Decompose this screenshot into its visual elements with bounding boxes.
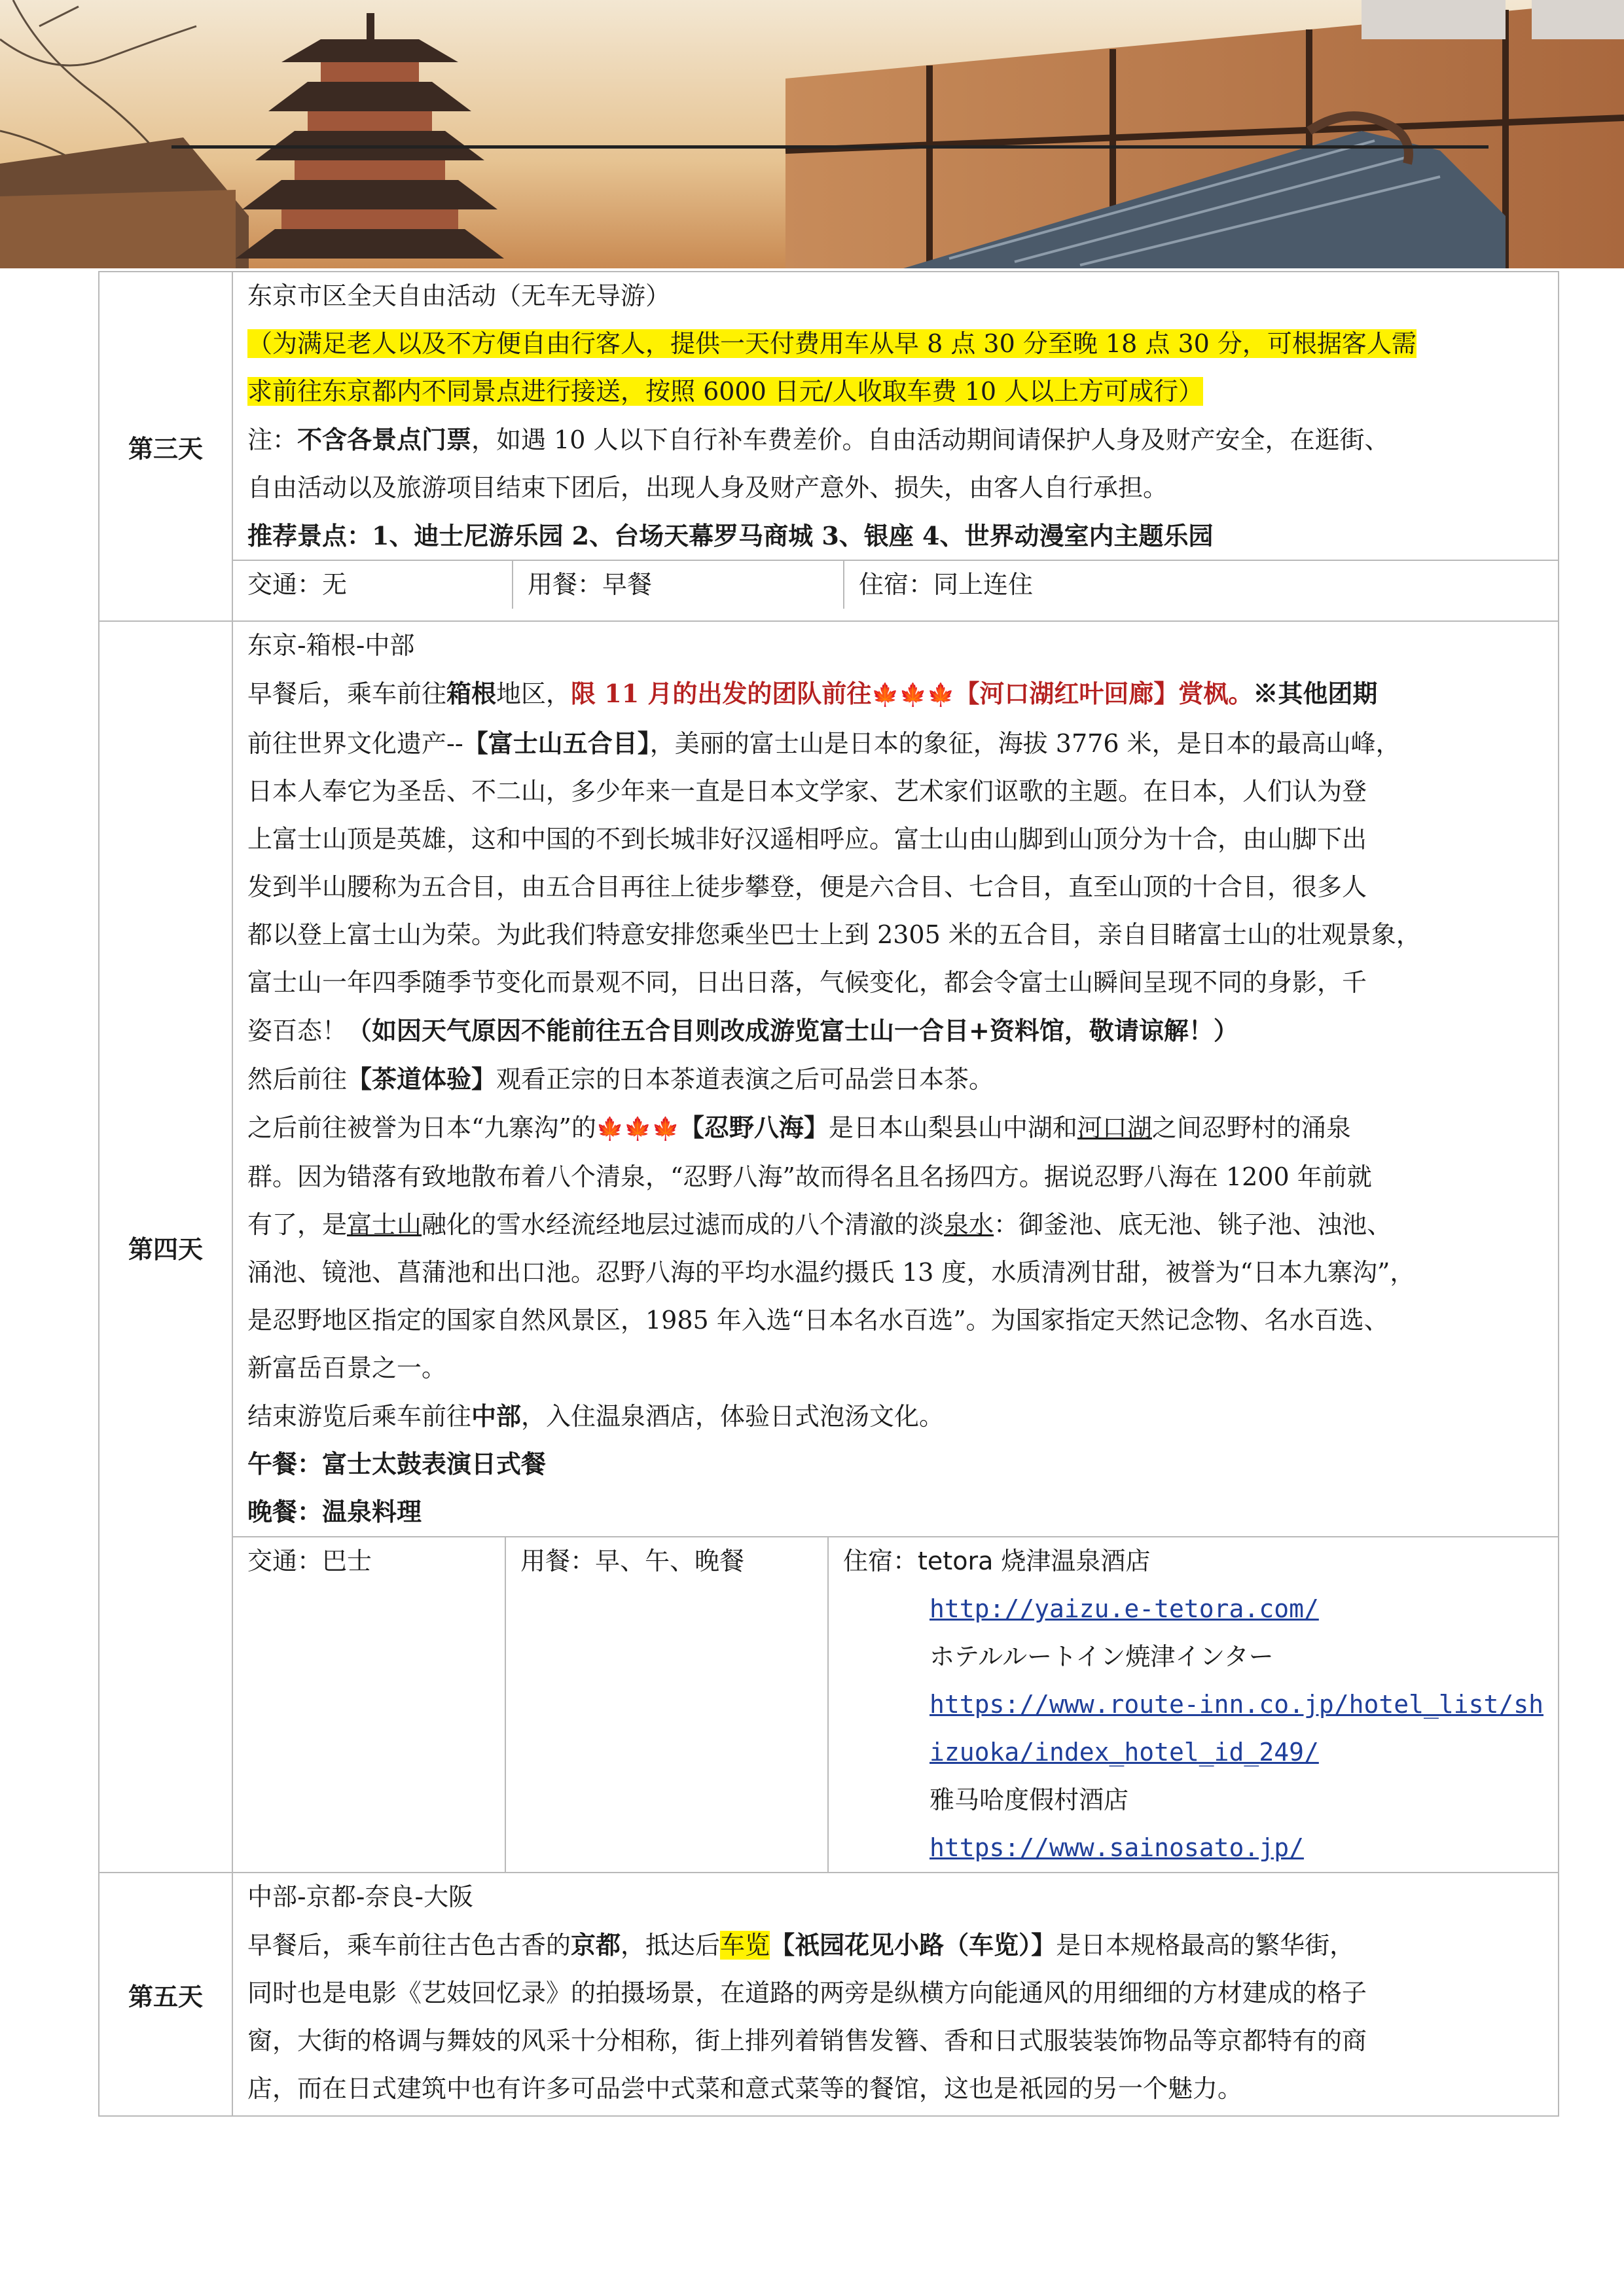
hotel-list bbox=[829, 1537, 1558, 1872]
maple-leaf-icon: 🍁🍁🍁 bbox=[871, 682, 955, 708]
transfer-line: 结束游览后乘车前往中部，入住温泉酒店，体验日式泡汤文化。 bbox=[247, 1401, 945, 1431]
paragraph-line: 窗，大街的格调与舞妓的风采十分相称，街上排列着销售发簪、香和日式服装装饰物品等京都特有的商 bbox=[247, 2026, 1367, 2055]
header-divider bbox=[171, 145, 1489, 149]
maple-leaf-icon: 🍁🍁🍁 bbox=[596, 1116, 679, 1142]
meals: 用餐：早餐 bbox=[513, 561, 844, 609]
transport: 交通：巴士 bbox=[233, 1537, 506, 1872]
hotel-label: 住宿： bbox=[843, 1547, 918, 1575]
hotel: 住宿：同上连住 bbox=[859, 570, 1034, 599]
day-label: 第五天 bbox=[99, 1873, 232, 2116]
oshino-line: 有了，是富士山融化的雪水经流经地层过滤而成的八个清澈的淡泉水：御釜池、底无池、铫子池、浊池、 bbox=[247, 1210, 1392, 1239]
paragraph-line: 富士山一年四季随季节变化而景观不同，日出日落，气候变化，都会令富士山瞬间呈现不同的身影，千 bbox=[247, 968, 1367, 997]
paragraph-line: 发到半山腰称为五合目，由五合目再往上徒步攀登，便是六合目、七合目，直至山顶的十合目，很多人 bbox=[247, 872, 1367, 901]
day-label: 第四天 bbox=[99, 621, 232, 1873]
oshino-line: 新富岳百景之一。 bbox=[247, 1354, 447, 1382]
car-service-note-cont: 求前往东京都内不同景点进行接送，按照 6000 日元/人收取车费 10 人以上方可成行） bbox=[247, 377, 1204, 406]
paragraph-line: 姿百态！（如因天气原因不能前往五合目则改成游览富士山一合目+资料馆，敬请谅解！） bbox=[247, 1016, 1238, 1045]
hotel-name: tetora 烧津温泉酒店 bbox=[918, 1547, 1151, 1575]
paragraph-line: 店，而在日式建筑中也有许多可品尝中式菜和意式菜等的餐馆，这也是祇园的另一个魅力。 bbox=[247, 2074, 1243, 2103]
oshino-line: 群。因为错落有致地散布着八个清泉，“忍野八海”故而得名且名扬四方。据说忍野八海在 1200 年前就 bbox=[247, 1162, 1372, 1191]
day3-content bbox=[232, 272, 1559, 621]
hotel-name: ホテルルートイン焼津インター bbox=[929, 1642, 1274, 1671]
paragraph-line: 日本人奉它为圣岳、不二山，多少年来一直是日本文学家、艺术家们讴歌的主题。在日本，人们认为登 bbox=[247, 777, 1367, 806]
day5-row bbox=[99, 1873, 1559, 2116]
tea-ceremony-line: 然后前往【茶道体验】观看正宗的日本茶道表演之后可品尝日本茶。 bbox=[247, 1064, 994, 1094]
hotel-link[interactable]: https://www.route-inn.co.jp/hotel_list/sh bbox=[929, 1690, 1543, 1719]
lunch: 午餐：富士太鼓表演日式餐 bbox=[247, 1450, 547, 1479]
day4-logistics bbox=[233, 1536, 1558, 1872]
paragraph-line: 都以登上富士山为荣。为此我们特意安排您乘坐巴士上到 2305 米的五合目，亲自目睹富士山的壮观景象， bbox=[247, 920, 1421, 949]
notice-cont: 自由活动以及旅游项目结束下团后，出现人身及财产意外、损失，由客人自行承担。 bbox=[247, 473, 1168, 502]
oshino-line: 之后前往被誉为日本“九寨沟”的🍁🍁🍁【忍野八海】是日本山梨县山中湖和河口湖之间忍野村的涌泉 bbox=[247, 1103, 1543, 1153]
day4-row bbox=[99, 621, 1559, 1873]
notice: 注：不含各景点门票，如遇 10 人以下自行补车费差价。自由活动期间请保护人身及财产安全，在逛街、 bbox=[247, 425, 1390, 454]
paragraph-line: 早餐后，乘车前往箱根地区，限 11 月的出发的团队前往🍁🍁🍁【河口湖红叶回廊】赏枫。※其他团期 bbox=[247, 670, 1543, 719]
hotel-link-cont[interactable]: izuoka/index_hotel_id_249/ bbox=[929, 1738, 1319, 1767]
day-title: 中部-京都-奈良-大阪 bbox=[247, 1882, 474, 1911]
transport: 交通：无 bbox=[233, 561, 513, 609]
day-title: 东京市区全天自由活动（无车无导游） bbox=[247, 281, 671, 310]
meals: 用餐：早、午、晚餐 bbox=[506, 1537, 829, 1872]
day3-row bbox=[99, 272, 1559, 621]
dinner: 晚餐：温泉料理 bbox=[247, 1498, 422, 1526]
day-title: 东京-箱根-中部 bbox=[247, 631, 415, 660]
paragraph-line: 前往世界文化遗产--【富士山五合目】，美丽的富士山是日本的象征，海拔 3776 米，是日本的最高山峰， bbox=[247, 728, 1401, 758]
hotel-link[interactable]: https://www.sainosato.jp/ bbox=[929, 1833, 1304, 1862]
car-service-note: （为满足老人以及不方便自由行客人，提供一天付费用车从早 8 点 30 分至晚 18 点 30 分，可根据客人需 bbox=[247, 329, 1416, 358]
recommended-spots: 推荐景点：1、迪士尼游乐园 2、台场天幕罗马商城 3、银座 4、世界动漫室内主题乐园 bbox=[247, 521, 1214, 550]
paragraph-line: 上富士山顶是英雄，这和中国的不到长城非好汉遥相呼应。富士山由山脚到山顶分为十合，由山脚下出 bbox=[247, 825, 1367, 853]
oshino-line: 涌池、镜池、菖蒲池和出口池。忍野八海的平均水温约摄氏 13 度，水质清冽甘甜，被誉为“日本九寨沟”， bbox=[247, 1258, 1415, 1287]
day-label: 第三天 bbox=[99, 272, 232, 621]
day4-content bbox=[232, 621, 1559, 1873]
hotel-name: 雅马哈度假村酒店 bbox=[929, 1785, 1129, 1814]
oshino-line: 是忍野地区指定的国家自然风景区，1985 年入选“日本名水百选”。为国家指定天然记念物、名水百选、 bbox=[247, 1306, 1389, 1335]
day3-logistics bbox=[233, 560, 1558, 609]
hotel-link[interactable]: http://yaizu.e-tetora.com/ bbox=[929, 1594, 1319, 1623]
paragraph-line: 早餐后，乘车前往古色古香的京都，抵达后车览【祇园花见小路（车览）】是日本规格最高的繁华街， bbox=[247, 1930, 1355, 1960]
header-banner-photo bbox=[0, 0, 1624, 268]
day5-content bbox=[232, 1873, 1559, 2116]
paragraph-line: 同时也是电影《艺妓回忆录》的拍摄场景，在道路的两旁是纵横方向能通风的用细细的方材建成的格子 bbox=[247, 1979, 1367, 2007]
itinerary-table bbox=[98, 271, 1559, 2117]
pagoda-street-illustration bbox=[0, 0, 1624, 268]
